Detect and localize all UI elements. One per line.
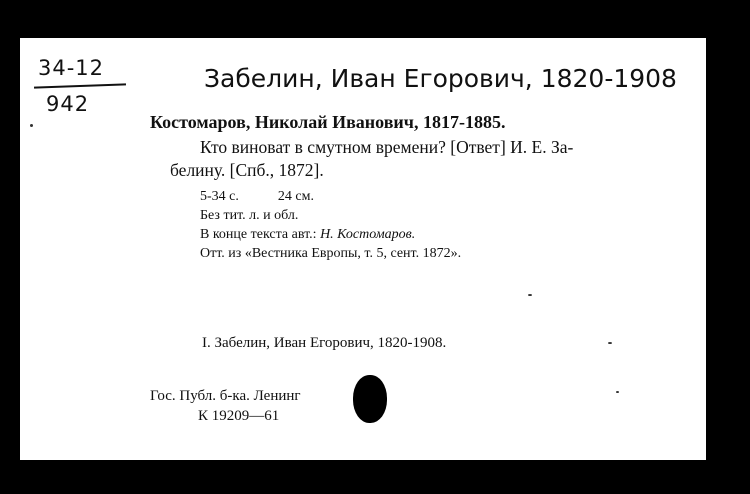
size: 24 см. [277, 189, 314, 204]
physical-description [200, 189, 314, 205]
library-line-1: Гос. Публ. б-ка. Ленинг [150, 388, 301, 404]
catalog-card [20, 38, 706, 460]
shelfmark-bottom: 942 [46, 92, 90, 116]
speck [30, 124, 33, 127]
speck [608, 342, 612, 344]
note-2 [200, 227, 415, 243]
title-line-1: Кто виноват в смутном времени? [Ответ] И. Е. За- [200, 137, 574, 157]
library-line-2: К 19209—61 [198, 408, 280, 424]
speck [528, 294, 532, 296]
note-3: Отт. из «Вестника Европы, т. 5, сент. 1872». [200, 246, 462, 261]
subject-entry: I. Забелин, Иван Егорович, 1820-1908. [202, 335, 447, 351]
note-1: Без тит. л. и обл. [200, 208, 299, 223]
shelfmark-divider [34, 83, 126, 88]
note-2-prefix: В конце текста авт.: [200, 227, 321, 242]
ink-stamp-blot [353, 375, 387, 423]
speck [616, 391, 619, 393]
note-2-author: Н. Костомаров. [320, 227, 416, 242]
shelfmark-top: 34-12 [38, 56, 105, 80]
handwritten-heading: Забелин, Иван Егорович, 1820-1908 [204, 64, 677, 93]
pages: 5-34 с. [200, 189, 239, 204]
title-line-2: белину. [Спб., 1872]. [170, 160, 324, 180]
author-heading: Костомаров, Николай Иванович, 1817-1885. [150, 112, 506, 132]
